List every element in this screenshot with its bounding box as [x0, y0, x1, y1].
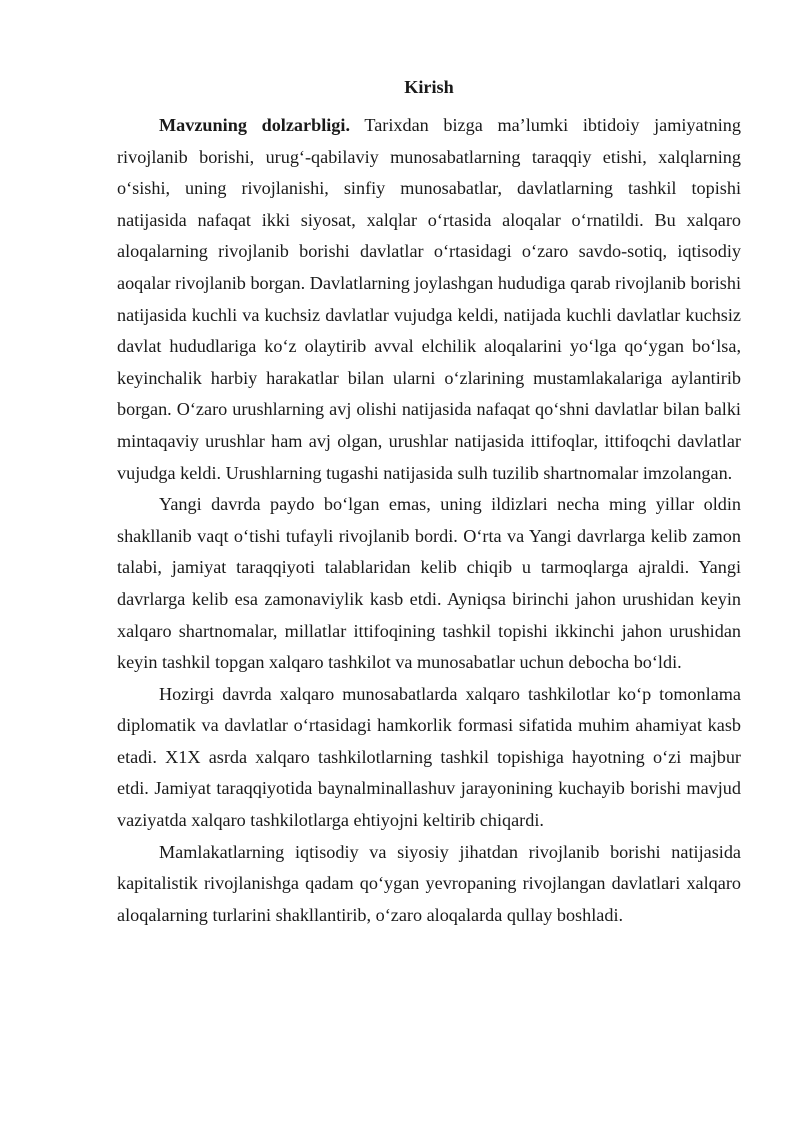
paragraph-relevance-text: Tarixdan bizga ma’lumki ibtidoiy jamiyatning rivojlanib borishi, urug‘-qabilaviy munosabatlarning taraqqiy etishi, xalqlarning o‘sishi, uning rivojlanishi, sinfiy munosabatlar, davlatlarning tashkil topishi natijasida nafaqat ikki siyosat, xalqlar o‘rtasida aloqalar o‘rnatildi. Bu xalqaro aloqalarning rivojlanib borishi davlatlar o‘rtasidagi o‘zaro savdo-sotiq, iqtisodiy aoqalar rivojlanib borgan. Davlatlarning joylashgan hududiga qarab rivojlanib borishi natijasida kuchli va kuchsiz davlatlar vujudga keldi, natijada kuchli davlatlar kuchsiz davlat hududlariga ko‘z olaytirib avval elchilik aloqalarini yo‘lga qo‘ygan bo‘lsa, keyinchalik harbiy harakatlar bilan ularni o‘zlarining mustamlakalariga aylantirib borgan. O‘zaro urushlarning avj olishi natijasida nafaqat qo‘shni davlatlar bilan balki mintaqaviy urushlar ham avj olgan, urushlar natijasida ittifoqlar, ittifoqchi davlatlar vujudga keldi. Urushlarning tugashi natijasida sulh tuzilib shartnomalar imzolangan.	[117, 115, 741, 483]
paragraph-relevance	[117, 110, 741, 489]
paragraph-modern-era: Hozirgi davrda xalqaro munosabatlarda xalqaro tashkilotlar ko‘p tomonlama diplomatik va davlatlar o‘rtasidagi hamkorlik formasi sifatida muhim ahamiyat kasb etadi. X1X asrda xalqaro tashkilotlarning tashkil topishiga hayotning o‘zi majbur etdi. Jamiyat taraqqiyotida baynalminallashuv jarayonining kuchayib borishi mavjud vaziyatda xalqaro tashkilotlarga ehtiyojni keltirib chiqardi.	[117, 683, 741, 831]
document-page	[117, 76, 741, 931]
relevance-heading: Mavzuning dolzarbligi.	[159, 115, 351, 135]
paragraph-new-era: Yangi davrda paydo bo‘lgan emas, uning ildizlari necha ming yillar oldin shakllanib vaqt o‘tishi tufayli rivojlanib bordi. O‘rta va Yangi davrlarga kelib zamon talabi, jamiyat taraqqiyoti talablaridan kelib chiqib u tarmoqlarga ajraldi. Yangi davrlarga kelib esa zamonaviylik kasb etdi. Ayniqsa birinchi jahon urushidan keyin xalqaro shartnomalar, millatlar ittifoqining tashkil topishi ikkinchi jahon urushidan keyin tashkil topgan xalqaro tashkilot va munosabatlar uchun debocha bo‘ldi.	[117, 494, 741, 673]
paragraph-capitalist-development: Mamlakatlarning iqtisodiy va siyosiy jihatdan rivojlanib borishi natijasida kapitalistik rivojlanishga qadam qo‘ygan yevropaning rivojlangan davlatlari xalqaro aloqalarning turlarini shakllantirib, o‘zaro aloqalarda qullay boshladi.	[117, 841, 741, 925]
document-title: Kirish	[404, 77, 454, 97]
